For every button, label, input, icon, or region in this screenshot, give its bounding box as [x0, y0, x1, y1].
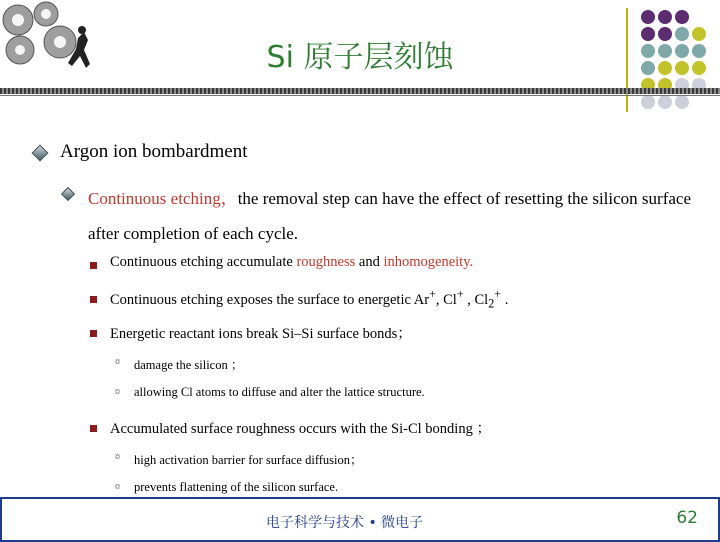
bullet-argon: Argon ion bombardment — [60, 141, 248, 162]
continuous-etching-label: Continuous etching， — [88, 189, 238, 208]
continuous-etching-text: the removal step can have the effect of resetting the silicon surface after completion of each cycle. — [88, 189, 692, 243]
bullet-diamond-icon — [61, 187, 75, 201]
bullet-square-icon — [90, 425, 97, 432]
gears-logo — [0, 0, 100, 80]
bullet-small-icon: ¤ — [115, 452, 120, 463]
subitem-damage: damage the silicon ； — [134, 358, 244, 372]
item-break-bonds: Energetic reactant ions break Si–Si surface bonds； — [110, 326, 412, 342]
bullet-small-icon: ¤ — [115, 482, 120, 493]
title-divider — [0, 88, 720, 94]
subitem-barrier: high activation barrier for surface diffusion； — [134, 453, 363, 467]
accent-vertical-line — [626, 8, 628, 112]
bullet-square-icon — [90, 262, 97, 269]
bullet-square-icon — [90, 330, 97, 337]
bullet-square-icon — [90, 296, 97, 303]
page-title: Si 原子层刻蚀 — [266, 40, 454, 75]
footer-text: 电子科学与技术 • 微电子 — [266, 515, 424, 531]
subitem-flattening: prevents flattening of the silicon surface. — [134, 480, 339, 494]
bullet-diamond-icon — [32, 145, 49, 162]
title-divider-thin — [0, 95, 720, 96]
item-exposes: Continuous etching exposes the surface to energetic Ar+, Cl+ , $Cl_2^+$ . — [110, 287, 509, 311]
bullet-small-icon: ¤ — [115, 387, 120, 398]
subitem-diffuse: allowing Cl atoms to diffuse and alter the lattice structure. — [134, 385, 425, 399]
page-number: 62 — [676, 508, 698, 528]
bullet-continuous-etching — [88, 181, 698, 251]
item-accumulate: Continuous etching accumulate roughness and inhomogeneity. — [110, 254, 474, 270]
bullet-small-icon: ¤ — [115, 357, 120, 368]
item-roughness: Accumulated surface roughness occurs with the Si-Cl bonding ； — [110, 421, 491, 437]
